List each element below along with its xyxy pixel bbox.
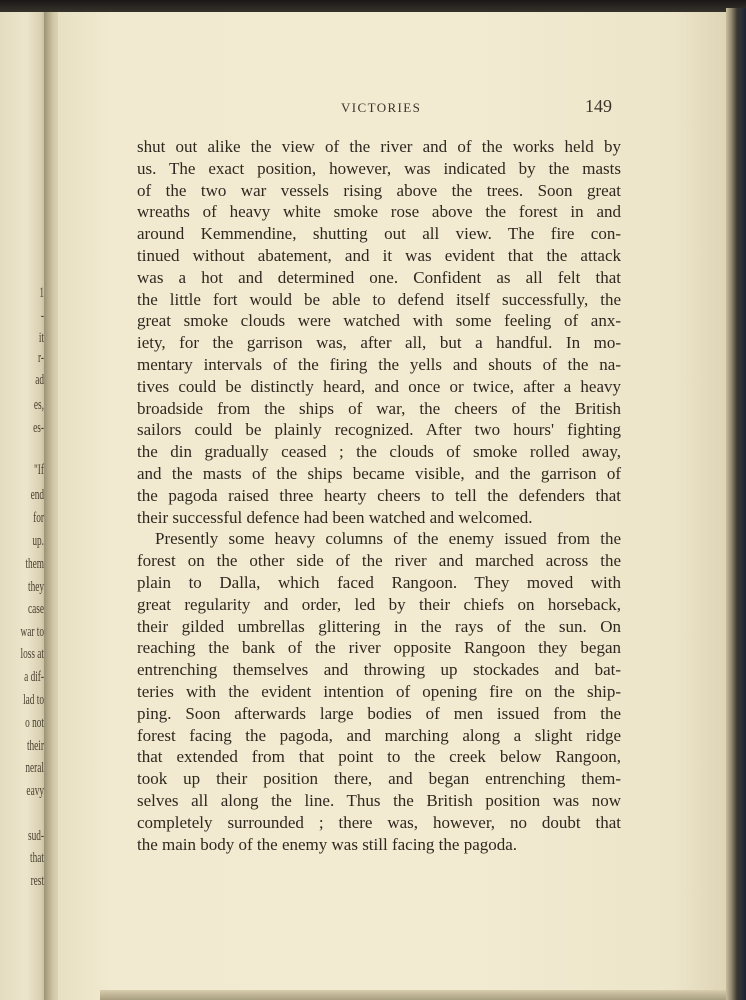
- facing-page-fragment: war to: [20, 624, 44, 640]
- facing-page-fragment: it: [38, 330, 44, 346]
- text-line: broadside from the ships of war, the cheers of the British: [137, 398, 621, 418]
- text-line: sailors could be plainly recognized. After two hours' fighting: [137, 420, 621, 440]
- text-line: their gilded umbrellas glittering in the rays of the sun. On: [137, 616, 621, 636]
- text-line: iety, for the garrison was, after all, but a handful. In mo-: [137, 333, 621, 353]
- text-line: tinued without abatement, and it was evident that the attack: [137, 245, 621, 265]
- facing-page-fragment: a dif-: [24, 669, 44, 685]
- text-line: great smoke clouds were watched with some feeling of anx-: [137, 311, 621, 331]
- text-line: wreaths of heavy white smoke rose above the forest in and: [137, 202, 621, 222]
- facing-page-fragment: 1: [39, 285, 44, 301]
- text-line: selves all along the line. Thus the British position was now: [137, 790, 621, 810]
- facing-page-fragment: "If: [34, 462, 44, 478]
- text-line: tives could be distinctly heard, and once or twice, after a heavy: [137, 376, 621, 396]
- facing-page-fragment: sud-: [27, 828, 44, 844]
- text-line: plain to Dalla, which faced Rangoon. They moved with: [137, 572, 621, 592]
- text-line: great regularity and order, led by their chiefs on horseback,: [137, 594, 621, 614]
- text-line: the din gradually ceased ; the clouds of smoke rolled away,: [137, 442, 621, 462]
- text-line: the pagoda raised three hearty cheers to tell the defenders that: [137, 485, 621, 505]
- text-line: entrenching themselves and throwing up stockades and bat-: [137, 660, 621, 680]
- paragraph: [137, 528, 621, 855]
- text-line: reaching the bank of the river opposite Rangoon they began: [137, 638, 621, 658]
- text-line: mentary intervals of the firing the yells and shouts of the na-: [137, 354, 621, 374]
- paragraph: [137, 136, 621, 528]
- facing-page-fragment: lad to: [23, 692, 44, 708]
- text-line: the main body of the enemy was still facing the pagoda.: [137, 834, 518, 854]
- facing-page-fragment: neral: [25, 760, 44, 776]
- text-line: teries with the evident intention of opening fire on the ship-: [137, 681, 621, 701]
- facing-page-fragment: up.: [32, 533, 44, 549]
- facing-page-fragment: case: [27, 601, 44, 617]
- running-title: VICTORIES: [341, 100, 422, 115]
- facing-page-fragment: rest: [30, 873, 44, 889]
- text-line: completely surrounded ; there was, however, no doubt that: [137, 812, 621, 832]
- text-line: Presently some heavy columns of the enemy issued from the: [155, 529, 621, 549]
- body-text: [137, 136, 621, 855]
- text-line: took up their position there, and began entrenching them-: [137, 769, 621, 789]
- text-line: forest on the other side of the river and marched across the: [137, 551, 621, 571]
- facing-page-fragment: for: [33, 510, 44, 526]
- text-line: their successful defence had been watched and welcomed.: [137, 507, 533, 527]
- facing-page-fragment: loss at: [20, 646, 44, 662]
- facing-page-fragment: r-: [37, 350, 44, 366]
- text-line: of the two war vessels rising above the trees. Soon great: [137, 180, 621, 200]
- facing-page-fragment: es-: [33, 420, 44, 436]
- book-bottom-edge: [100, 990, 726, 1000]
- facing-page-fragment: them: [25, 556, 44, 572]
- text-line: us. The exact position, however, was indicated by the masts: [137, 158, 621, 178]
- text-line: and the masts of the ships became visible, and the garrison of: [137, 463, 621, 483]
- facing-page-edge: [0, 12, 48, 1000]
- text-line: the little fort would be able to defend itself successfully, the: [137, 289, 621, 309]
- facing-page-fragment: they: [27, 579, 44, 595]
- facing-page-fragment: their: [26, 738, 44, 754]
- facing-page-fragment: eavy: [26, 783, 44, 799]
- text-line: was a hot and determined one. Confident as all felt that: [137, 267, 621, 287]
- facing-page-fragment: that: [30, 850, 44, 866]
- text-line: forest facing the pagoda, and marching along a slight ridge: [137, 725, 621, 745]
- facing-page-fragment: -: [40, 308, 44, 324]
- facing-page-fragment: end: [30, 487, 44, 503]
- facing-page-fragment: ad: [35, 372, 44, 388]
- page-header: [0, 96, 746, 124]
- text-line: around Kemmendine, shutting out all view. The fire con-: [137, 224, 621, 244]
- facing-page-fragment: es,: [33, 397, 44, 413]
- facing-page-fragment: o not: [25, 715, 44, 731]
- text-line: ping. Soon afterwards large bodies of men issued from the: [137, 703, 621, 723]
- book-right-edge: [726, 8, 746, 1000]
- text-line: shut out alike the view of the river and of the works held by: [137, 137, 621, 156]
- page-number: 149: [585, 96, 612, 116]
- text-line: that extended from that point to the creek below Rangoon,: [137, 747, 621, 767]
